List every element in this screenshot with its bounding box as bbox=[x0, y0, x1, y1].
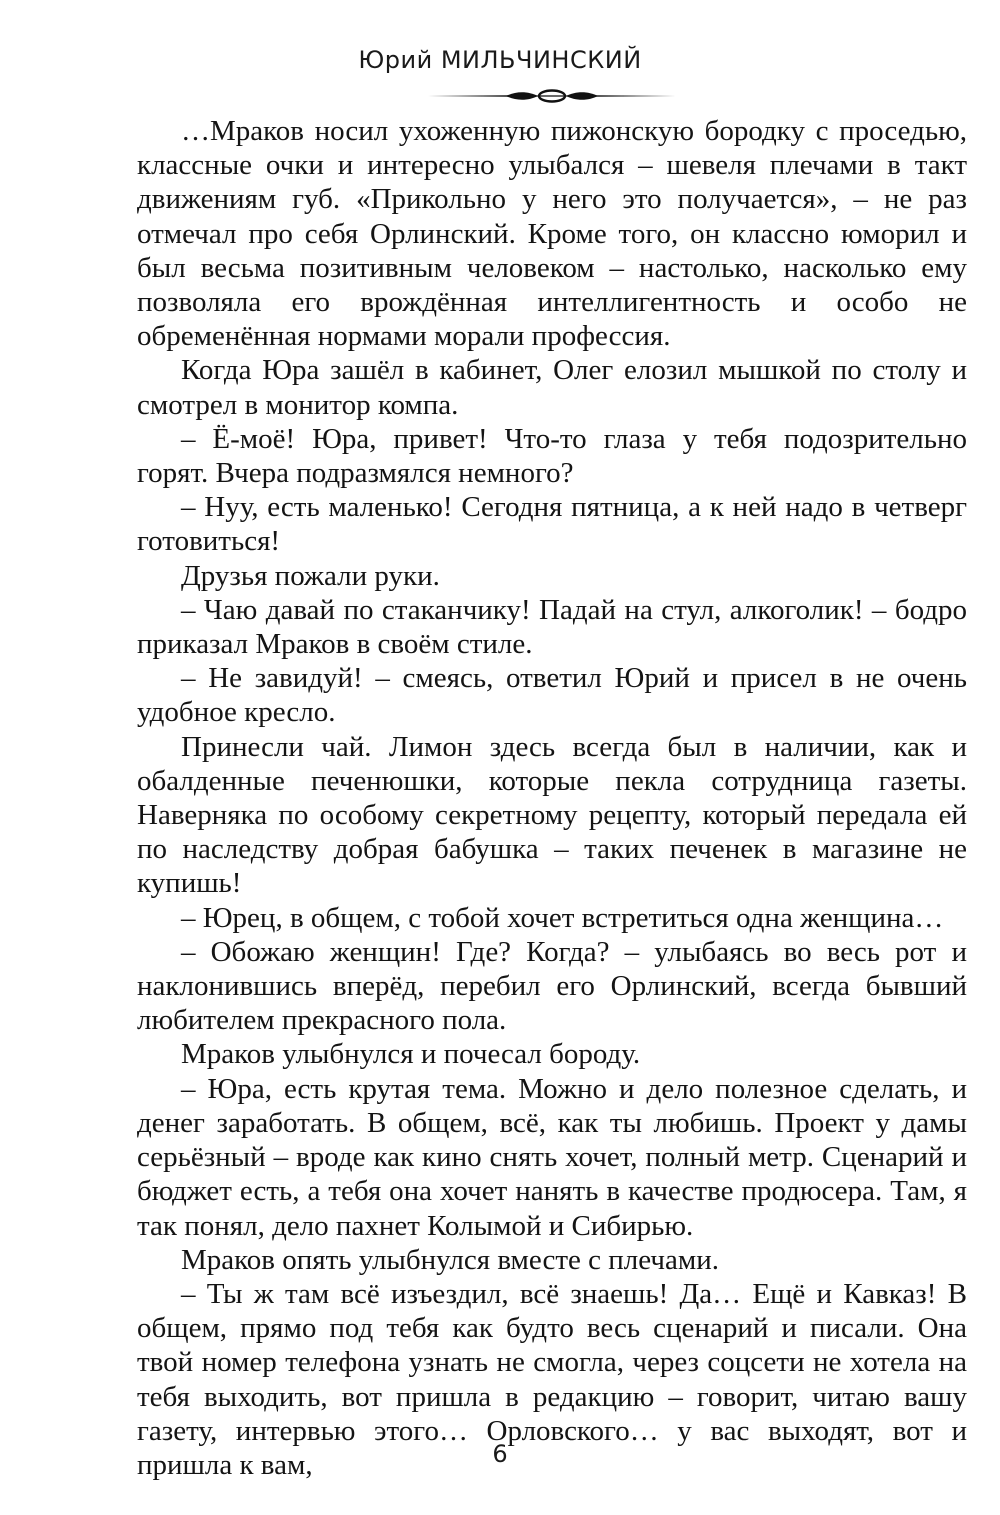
paragraph: – Обожаю женщин! Где? Когда? – улыбаясь во весь рот и наклонившись вперёд, перебил его Орлинский, всегда бывший любителем прекрасного пола. bbox=[137, 935, 967, 1037]
paragraph: Принесли чай. Лимон здесь всегда был в наличии, как и обалденные печенюшки, которые пекла сотрудница газеты. Наверняка по особому секретному рецепту, который передала ей по наследству добрая бабушка – таких печенек в магазине не купишь! bbox=[137, 730, 967, 900]
paragraph: – Ё-моё! Юра, привет! Что-то глаза у тебя подозрительно горят. Вчера подразмялся немного? bbox=[137, 422, 967, 490]
running-head: Юрий МИЛЬЧИНСКИЙ bbox=[358, 46, 642, 74]
page-number: 6 bbox=[492, 1440, 508, 1468]
paragraph: …Мраков носил ухоженную пижонскую бородку с проседью, классные очки и интересно улыбался – шевеля плечами в такт движениям губ. «Прикольно у него это получается», – не раз отмечал про себя Орлинский. Кроме того, он классно юморил и был весьма позитивным человеком – настолько, насколько ему позволяла его врождённая интеллигентность и особо не обременённая нормами морали профессия. bbox=[137, 115, 967, 353]
header-ornament bbox=[428, 88, 676, 104]
paragraph: – Юрец, в общем, с тобой хочет встретиться одна женщина… bbox=[181, 901, 944, 934]
paragraph: – Юра, есть крутая тема. Можно и дело полезное сделать, и денег заработать. В общем, всё, как ты любишь. Проект у дамы серьёзный – вроде как кино снять хочет, полный метр. Сценарий и бюджет есть, а тебя она хочет нанять в качестве продюсера. Там, я так понял, дело пахнет Колымой и Сибирью. bbox=[137, 1072, 967, 1242]
paragraph: Мраков улыбнулся и почесал бороду. bbox=[181, 1038, 641, 1071]
paragraph: Когда Юра зашёл в кабинет, Олег елозил мышкой по столу и смотрел в монитор компа. bbox=[137, 354, 967, 421]
body-text bbox=[137, 114, 967, 1482]
paragraph: – Не завидуй! – смеясь, ответил Юрий и присел в не очень удобное кресло. bbox=[137, 662, 967, 729]
paragraph: Друзья пожали руки. bbox=[181, 559, 440, 592]
paragraph: Мраков опять улыбнулся вместе с плечами. bbox=[181, 1243, 719, 1276]
paragraph: – Чаю давай по стаканчику! Падай на стул, алкоголик! – бодро приказал Мраков в своём стиле. bbox=[137, 593, 967, 661]
paragraph: – Нуу, есть маленько! Сегодня пятница, а к ней надо в четверг готовиться! bbox=[137, 491, 967, 558]
paragraph: – Ты ж там всё изъездил, всё знаешь! Да… Ещё и Кавказ! В общем, прямо под тебя как будто весь сценарий и писали. Она твой номер телефона узнать не смогла, через соцсети не хотела на тебя выходить, вот пришла в редакцию – говорит, читаю вашу газету, интервью этого… Орловского… у вас выходят, вот и пришла к вам, bbox=[137, 1277, 967, 1481]
